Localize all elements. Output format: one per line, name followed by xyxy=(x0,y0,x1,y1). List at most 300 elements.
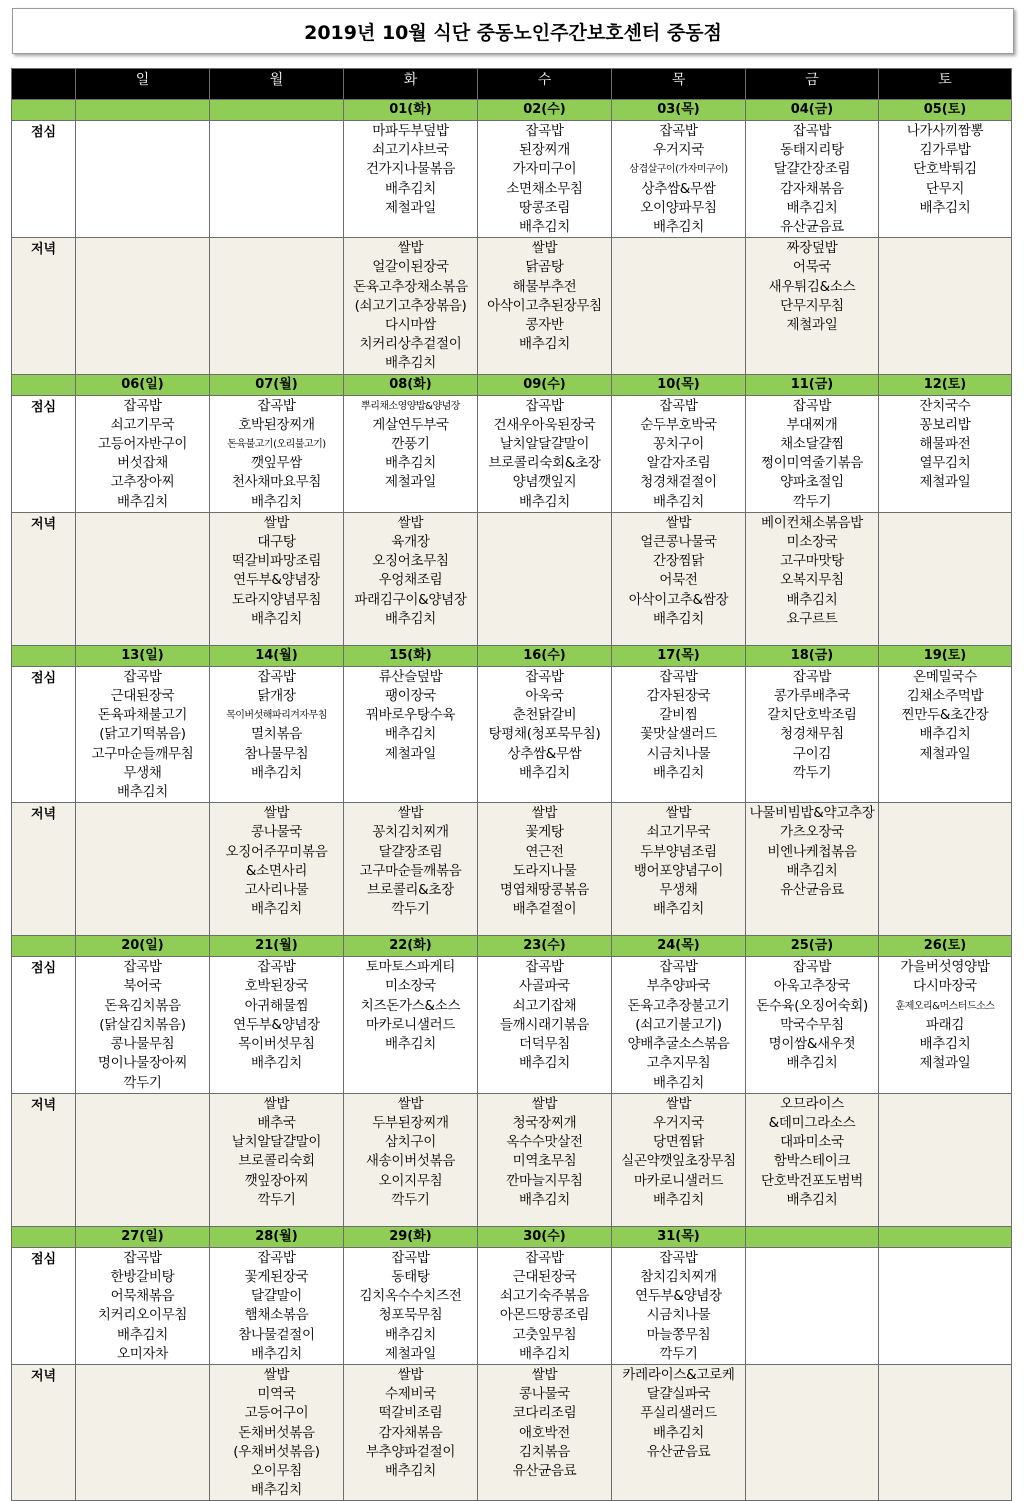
date-cell: 06(일) xyxy=(76,374,210,395)
menu-items xyxy=(210,1248,343,1364)
date-cell xyxy=(746,1226,879,1247)
menu-item: 해물부추전 xyxy=(512,278,577,295)
menu-item: 배추김치 xyxy=(385,1326,436,1343)
menu-item: 잡곡밥 xyxy=(123,668,162,685)
menu-item: 배추김치 xyxy=(519,764,570,781)
menu-item: 잡곡밥 xyxy=(659,668,698,685)
menu-item: 제철과일 xyxy=(919,1055,971,1072)
menu-item: 한방갈비탕 xyxy=(110,1268,175,1285)
menu-item: 콩자반 xyxy=(525,317,564,334)
dinner-label: 저녁 xyxy=(12,1093,76,1226)
menu-item: 꿔바로우탕수육 xyxy=(365,707,456,724)
menu-items xyxy=(746,121,878,237)
menu-item: 쇠고기무국 xyxy=(646,824,711,841)
menu-item: 배추김치 xyxy=(251,610,302,627)
dinner-row xyxy=(12,1364,1012,1500)
dinner-cell xyxy=(478,803,612,936)
menu-item: 뿌리채소영양밥&양념장 xyxy=(361,400,460,412)
menu-item: 단무지 xyxy=(925,180,965,197)
menu-item: 간장찜닭 xyxy=(653,553,704,570)
menu-item: 목이버섯무침 xyxy=(238,1036,315,1053)
date-cell: 17(목) xyxy=(612,645,746,666)
date-cell: 05(토) xyxy=(879,100,1012,121)
menu-item: 달걀실파국 xyxy=(646,1386,711,1403)
menu-item: 명이나물장아찌 xyxy=(97,1055,188,1072)
menu-item: 배추김치 xyxy=(786,1191,838,1208)
menu-items xyxy=(612,238,745,239)
menu-item: 쌀밥 xyxy=(397,1366,424,1383)
menu-item: 훈제오리&머스터드소스 xyxy=(895,1000,995,1012)
date-cell: 09(수) xyxy=(478,374,612,395)
menu-item: 나가사끼짬뽕 xyxy=(906,123,984,139)
menu-item: 연두부&양념장 xyxy=(635,1288,722,1305)
menu-item: 떡갈비파망조림 xyxy=(231,553,322,570)
menu-items xyxy=(76,396,209,512)
menu-item: 쇠고기무국 xyxy=(110,416,175,433)
dinner-cell xyxy=(746,512,879,645)
menu-item: 깍두기 xyxy=(257,1191,296,1208)
lunch-cell xyxy=(344,395,478,512)
lunch-cell xyxy=(746,1247,879,1364)
menu-item: 가자미구이 xyxy=(512,161,577,178)
menu-items xyxy=(478,121,611,237)
menu-item: 돈육불고기(오리불고기) xyxy=(227,439,326,451)
menu-item: 배추김치 xyxy=(385,455,436,472)
menu-item: 해물파전 xyxy=(919,436,971,453)
menu-item: 단무지무침 xyxy=(780,297,844,314)
menu-item: 카레라이스&고로케 xyxy=(622,1366,735,1383)
dinner-cell xyxy=(344,512,478,645)
menu-items xyxy=(879,238,1011,239)
date-cell: 24(목) xyxy=(612,936,746,957)
dinner-cell xyxy=(478,238,612,374)
menu-item: 근대된장국 xyxy=(512,1268,577,1285)
menu-item: 잡곡밥 xyxy=(123,397,162,414)
menu-item: 돈육고추장채소볶음 xyxy=(353,278,468,295)
menu-item: 미소장국 xyxy=(786,534,838,551)
menu-item: 대구탕 xyxy=(257,534,296,551)
menu-item: &데미그라소스 xyxy=(768,1114,856,1131)
menu-item: 부대찌개 xyxy=(786,416,838,433)
menu-items xyxy=(76,513,209,514)
menu-item: 김치볶음 xyxy=(519,1443,570,1460)
lunch-cell xyxy=(746,395,879,512)
date-row xyxy=(12,100,1012,121)
menu-item: 시금치나물 xyxy=(646,745,711,762)
menu-items xyxy=(879,396,1011,493)
dinner-cell xyxy=(612,803,746,936)
menu-items xyxy=(478,1094,611,1210)
menu-item: 콩나물국 xyxy=(251,824,302,841)
menu-item: 감자된장국 xyxy=(646,688,711,705)
menu-item: 나물비빔밥&약고추장 xyxy=(749,805,875,822)
menu-item: 땅콩조림 xyxy=(519,199,570,216)
menu-item: 꽁치김치찌개 xyxy=(372,824,449,841)
menu-item: 치커리상추겉절이 xyxy=(359,336,462,353)
menu-items xyxy=(612,1248,745,1364)
lunch-cell xyxy=(879,666,1012,802)
menu-item: 단호박건포도범벅 xyxy=(761,1172,863,1189)
menu-items xyxy=(478,238,611,354)
menu-item: 깍두기 xyxy=(659,1345,698,1362)
menu-item: 실곤약깻잎초장무침 xyxy=(621,1153,736,1170)
weekday-header: 일 xyxy=(76,69,210,100)
menu-item: 제철과일 xyxy=(919,745,971,762)
menu-item: 배추김치 xyxy=(519,1191,570,1208)
menu-item: 가을버섯영양밥 xyxy=(900,959,990,976)
menu-item: 상추쌈&무쌈 xyxy=(641,180,716,197)
menu-items xyxy=(879,667,1011,764)
weekday-header: 수 xyxy=(478,69,612,100)
menu-item: 무생채 xyxy=(659,882,698,899)
menu-items xyxy=(210,1094,343,1210)
menu-item: 쌀밥 xyxy=(531,1366,558,1383)
menu-item: 동태탕 xyxy=(391,1268,430,1285)
menu-items xyxy=(478,1365,611,1481)
date-cell-blank xyxy=(12,374,76,395)
menu-item: 배추김치 xyxy=(385,610,436,627)
menu-item: 쌀밥 xyxy=(665,805,692,822)
menu-item: &소면사리 xyxy=(245,862,308,879)
dinner-cell xyxy=(746,1093,879,1226)
menu-item: 브로콜리숙회 xyxy=(238,1153,315,1170)
menu-item: 아몬드땅콩조림 xyxy=(499,1307,590,1324)
menu-item: 들깨시래기볶음 xyxy=(499,1016,590,1033)
weekday-header: 화 xyxy=(344,69,478,100)
menu-item: 채소달걀찜 xyxy=(780,436,844,453)
menu-item: 아삭이고추된장무침 xyxy=(487,297,602,314)
menu-item: 두부양념조림 xyxy=(640,843,717,860)
dinner-cell xyxy=(612,512,746,645)
menu-item: 잡곡밥 xyxy=(525,123,564,139)
menu-item: 양파초절임 xyxy=(780,474,844,491)
lunch-cell xyxy=(478,121,612,238)
menu-item: 마카로니샐러드 xyxy=(633,1172,724,1189)
menu-item: 더덕무침 xyxy=(519,1036,570,1053)
menu-item: 갈비찜 xyxy=(659,707,698,724)
menu-item: 사골파국 xyxy=(519,978,570,995)
date-cell: 25(금) xyxy=(746,936,879,957)
menu-item: 닭곰탕 xyxy=(525,259,564,276)
lunch-row xyxy=(12,1247,1012,1364)
dinner-cell xyxy=(879,238,1012,374)
lunch-cell xyxy=(344,1247,478,1364)
dinner-cell xyxy=(879,803,1012,936)
menu-item: 배추김치 xyxy=(519,1345,570,1362)
menu-item: 배추김치 xyxy=(251,1482,302,1499)
menu-item: 잡곡밥 xyxy=(257,668,296,685)
menu-items xyxy=(879,1094,1011,1095)
menu-item: 달걀장조림 xyxy=(378,843,443,860)
menu-item: 순두부호박국 xyxy=(640,416,717,433)
menu-item: 오복지무침 xyxy=(780,572,844,589)
dinner-cell xyxy=(879,512,1012,645)
menu-item: 잡곡밥 xyxy=(123,959,162,976)
menu-item: 아욱국 xyxy=(525,688,564,705)
menu-item: 고구마맛탕 xyxy=(780,553,844,570)
menu-items xyxy=(612,1094,745,1210)
menu-item: 우거지국 xyxy=(653,142,704,159)
lunch-cell xyxy=(76,121,210,238)
menu-item: 배추김치 xyxy=(385,726,436,743)
menu-item: 파래김 xyxy=(925,1016,965,1033)
menu-items xyxy=(344,667,477,764)
menu-item: 오미자차 xyxy=(117,1345,168,1362)
menu-item: 배추김치 xyxy=(653,219,704,236)
menu-item: 쌀밥 xyxy=(397,805,424,822)
date-cell: 10(목) xyxy=(612,374,746,395)
date-cell xyxy=(210,100,344,121)
menu-item: 배추겉절이 xyxy=(512,901,577,918)
dinner-cell xyxy=(76,1093,210,1226)
menu-item: 잡곡밥 xyxy=(659,959,698,976)
menu-items xyxy=(478,1248,611,1364)
menu-item: 유산균음료 xyxy=(512,1462,577,1479)
menu-item: 잡곡밥 xyxy=(391,1249,430,1266)
menu-item: 배추김치 xyxy=(653,1424,704,1441)
menu-item: 옥수수맛살전 xyxy=(506,1134,583,1151)
menu-items xyxy=(210,238,343,239)
lunch-cell xyxy=(478,1247,612,1364)
dinner-cell xyxy=(478,1093,612,1226)
menu-items xyxy=(746,238,878,335)
menu-item: 파래김구이&양념장 xyxy=(354,591,467,608)
menu-item: 잡곡밥 xyxy=(525,959,564,976)
menu-item: 배추김치 xyxy=(653,1191,704,1208)
dinner-cell xyxy=(478,512,612,645)
menu-item: 배추김치 xyxy=(786,199,838,216)
menu-item: 코다리조림 xyxy=(512,1405,577,1422)
dinner-cell xyxy=(478,1364,612,1500)
dinner-row xyxy=(12,512,1012,645)
menu-item: 돈채버섯볶음 xyxy=(238,1424,315,1441)
dinner-cell xyxy=(879,1364,1012,1500)
lunch-cell xyxy=(210,395,344,512)
menu-item: 어묵전 xyxy=(659,572,698,589)
date-cell: 03(목) xyxy=(612,100,746,121)
dinner-cell xyxy=(210,1093,344,1226)
lunch-label: 점심 xyxy=(12,957,76,1093)
menu-items xyxy=(344,957,477,1054)
menu-items xyxy=(344,238,477,373)
menu-item: 미역국 xyxy=(257,1386,296,1403)
weekday-header: 월 xyxy=(210,69,344,100)
date-cell: 12(토) xyxy=(879,374,1012,395)
lunch-label: 점심 xyxy=(12,666,76,802)
menu-item: 오징어초무침 xyxy=(372,553,449,570)
menu-item: 명이쌈&새우젓 xyxy=(768,1036,856,1053)
menu-items xyxy=(746,396,878,512)
menu-item: 다시마장국 xyxy=(913,978,977,995)
menu-items xyxy=(612,513,745,629)
date-cell: 20(일) xyxy=(76,936,210,957)
date-cell-blank xyxy=(12,100,76,121)
lunch-label: 점심 xyxy=(12,121,76,238)
lunch-cell xyxy=(478,957,612,1093)
menu-item: 도라지양념무침 xyxy=(231,591,322,608)
lunch-cell xyxy=(76,1247,210,1364)
dinner-cell xyxy=(879,1093,1012,1226)
menu-items xyxy=(746,803,878,900)
menu-item: 참나물겉절이 xyxy=(238,1326,315,1343)
lunch-row xyxy=(12,121,1012,238)
menu-item: 삼치구이 xyxy=(385,1134,436,1151)
menu-item: 막국수무침 xyxy=(780,1016,844,1033)
menu-item: 배추김치 xyxy=(251,1345,302,1362)
menu-item: 고구마순들깨볶음 xyxy=(359,862,462,879)
lunch-cell xyxy=(879,957,1012,1093)
menu-item: 닭개장 xyxy=(257,688,296,705)
menu-item: 쇠고기잡채 xyxy=(512,997,577,1014)
menu-item: 유산균음료 xyxy=(780,219,844,236)
menu-item: 잡곡밥 xyxy=(257,1249,296,1266)
menu-item: 배추김치 xyxy=(385,355,436,372)
lunch-cell xyxy=(746,666,879,802)
menu-items xyxy=(746,1094,878,1210)
lunch-cell xyxy=(746,957,879,1093)
menu-items xyxy=(344,513,477,629)
menu-item: 돈수육(오징어숙회) xyxy=(756,997,868,1014)
dinner-cell xyxy=(612,1093,746,1226)
menu-item: 청경채겉절이 xyxy=(640,474,717,491)
menu-item: 쌀밥 xyxy=(263,805,290,822)
date-cell: 15(화) xyxy=(344,645,478,666)
menu-item: 찐만두&초간장 xyxy=(901,707,989,724)
menu-item: 고등어자반구이 xyxy=(97,436,188,453)
dinner-cell xyxy=(76,238,210,374)
page-title: 2019년 10월 식단 중동노인주간보호센터 중동점 xyxy=(12,8,1014,54)
dinner-label: 저녁 xyxy=(12,803,76,936)
menu-items xyxy=(612,803,745,919)
menu-item: 명엽채땅콩볶음 xyxy=(499,882,590,899)
date-row xyxy=(12,374,1012,395)
menu-item: 제철과일 xyxy=(786,317,838,334)
date-cell-blank xyxy=(12,645,76,666)
menu-items xyxy=(76,957,209,1092)
menu-item: 깐풍기 xyxy=(391,436,430,453)
menu-item: 수제비국 xyxy=(385,1386,436,1403)
menu-item: 돈육김치볶음 xyxy=(104,997,181,1014)
menu-item: 갈치단호박조림 xyxy=(767,707,857,724)
menu-item: 김가루밥 xyxy=(919,142,971,159)
weekday-header: 토 xyxy=(879,69,1012,100)
menu-item: 가츠오장국 xyxy=(780,824,844,841)
menu-item: 참나물무침 xyxy=(244,745,309,762)
menu-item: 배추김치 xyxy=(786,591,838,608)
date-cell: 27(일) xyxy=(76,1226,210,1247)
date-row xyxy=(12,936,1012,957)
dinner-label: 저녁 xyxy=(12,512,76,645)
menu-item: 깻잎무쌈 xyxy=(251,455,302,472)
menu-item: 두부된장찌개 xyxy=(372,1114,449,1131)
menu-item: 쌀밥 xyxy=(665,1095,692,1112)
menu-item: 열무김치 xyxy=(919,455,971,472)
menu-item: 배추김치 xyxy=(117,784,168,801)
lunch-cell xyxy=(879,395,1012,512)
menu-item: 고사리나물 xyxy=(244,882,309,899)
date-cell xyxy=(76,100,210,121)
menu-items xyxy=(344,1094,477,1210)
weekday-header-blank xyxy=(12,69,76,100)
menu-item: 깐마늘지무침 xyxy=(506,1172,583,1189)
menu-item: 잡곡밥 xyxy=(659,397,698,414)
menu-items xyxy=(344,803,477,919)
menu-items xyxy=(76,1365,209,1366)
date-cell: 02(수) xyxy=(478,100,612,121)
menu-item: 배추김치 xyxy=(117,1326,168,1343)
menu-items xyxy=(76,121,209,122)
menu-items xyxy=(210,803,343,919)
menu-item: 미소장국 xyxy=(385,978,436,995)
menu-item: 쌀밥 xyxy=(263,1366,290,1383)
menu-items xyxy=(210,396,343,512)
lunch-cell xyxy=(612,395,746,512)
menu-item: 브로콜리&초장 xyxy=(367,882,454,899)
dinner-cell xyxy=(344,1364,478,1500)
dinner-cell xyxy=(344,1093,478,1226)
menu-item: 꽁보리밥 xyxy=(919,416,971,433)
menu-item: 치즈돈가스&소스 xyxy=(360,997,461,1014)
date-cell: 13(일) xyxy=(76,645,210,666)
lunch-cell xyxy=(612,957,746,1093)
menu-item: 깍두기 xyxy=(123,1074,162,1091)
menu-item: (쇠고기불고기) xyxy=(635,1016,722,1033)
menu-item: 양념깻잎지 xyxy=(512,474,577,491)
menu-item: 상추쌈&무쌈 xyxy=(507,745,582,762)
dinner-label: 저녁 xyxy=(12,238,76,374)
menu-item: 잡곡밥 xyxy=(123,1249,162,1266)
menu-item: 푸실리샐러드 xyxy=(640,1405,717,1422)
menu-item: 잡곡밥 xyxy=(659,123,698,139)
menu-item: 배추김치 xyxy=(786,862,838,879)
menu-item: 마카로니샐러드 xyxy=(365,1016,456,1033)
menu-item: 탕평채(청포묵무침) xyxy=(488,726,601,743)
date-cell: 08(화) xyxy=(344,374,478,395)
menu-item: 돈육파채불고기 xyxy=(97,707,188,724)
menu-items xyxy=(344,1248,477,1364)
menu-item: 배추김치 xyxy=(251,764,302,781)
menu-item: 브로콜리숙회&초장 xyxy=(488,455,601,472)
date-cell: 18(금) xyxy=(746,645,879,666)
menu-item: 북어국 xyxy=(123,978,162,995)
lunch-cell xyxy=(478,666,612,802)
menu-item: 배추김치 xyxy=(919,1036,971,1053)
lunch-cell xyxy=(344,666,478,802)
date-cell-blank xyxy=(12,1226,76,1247)
menu-item: 아삭이고추&쌈장 xyxy=(628,591,729,608)
menu-items xyxy=(879,1248,1011,1249)
date-cell: 26(토) xyxy=(879,936,1012,957)
menu-item: 꽃게된장국 xyxy=(244,1268,309,1285)
menu-item: 잡곡밥 xyxy=(257,959,296,976)
menu-item: 부추양파국 xyxy=(646,978,711,995)
menu-item: 배추국 xyxy=(257,1114,296,1131)
menu-item: 다시마쌈 xyxy=(385,317,436,334)
menu-item: 잡곡밥 xyxy=(792,397,832,414)
dinner-cell xyxy=(612,238,746,374)
menu-item: (쇠고기고추장볶음) xyxy=(354,297,467,314)
menu-item: 아욱고추장국 xyxy=(773,978,851,995)
lunch-row xyxy=(12,957,1012,1093)
lunch-cell xyxy=(879,1247,1012,1364)
menu-item: 새송이버섯볶음 xyxy=(365,1153,456,1170)
menu-item: 배추김치 xyxy=(385,180,436,197)
menu-item: 쌀밥 xyxy=(665,514,692,531)
menu-item: 배추김치 xyxy=(519,219,570,236)
date-cell: 30(수) xyxy=(478,1226,612,1247)
menu-item: 배추김치 xyxy=(653,1074,704,1091)
dinner-cell xyxy=(344,238,478,374)
